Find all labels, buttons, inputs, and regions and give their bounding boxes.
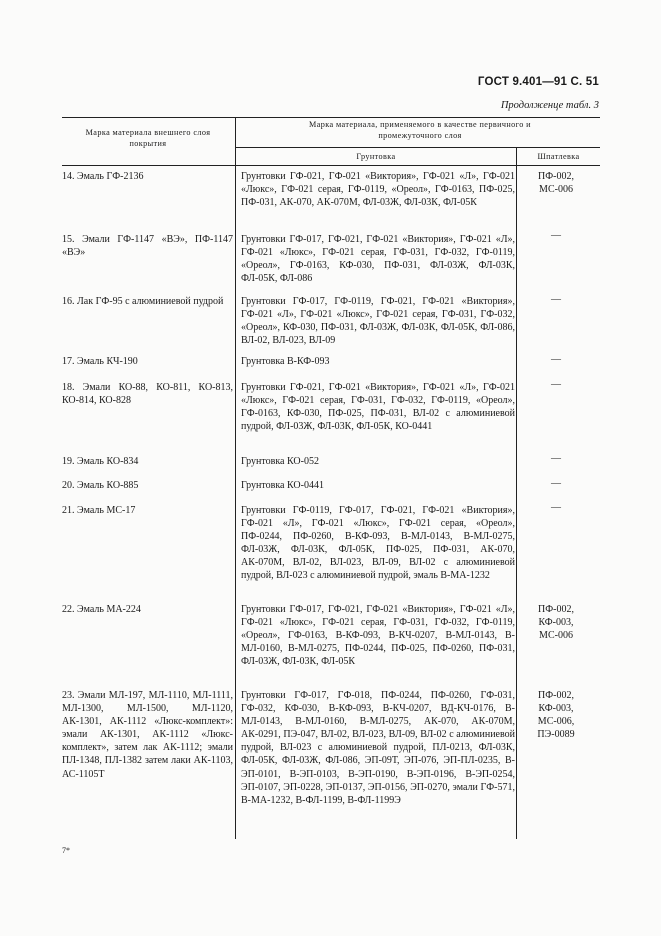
row-15-primer: Грунтовки ГФ-017, ГФ-021, ГФ-021 «Виктория», ГФ-021 «Л», ГФ-021 «Люкс», ГФ-021 серая, ГФ-031, ГФ-032, ГФ-0119, «Ореол», ГФ-0163, КФ-030, ПФ-031, ФЛ-03Ж, ФЛ-03К, ФЛ-05К, ФЛ-086: [241, 234, 515, 285]
table-continuation: Продолженце табл. 3: [500, 100, 599, 111]
header-primary-text: Марка материала, применяемого в качестве первичного и промежуточного слоя: [309, 120, 531, 140]
row-19-primer: Грунтовка КО-052: [241, 456, 319, 467]
row-14-material: 14. Эмаль ГФ-2136: [62, 171, 144, 182]
row-15-material: 15. Эмали ГФ-1147 «ВЭ», ПФ-1147 «ВЭ»: [62, 234, 233, 259]
row-23-primer: Грунтовки ГФ-017, ГФ-018, ПФ-0244, ПФ-0260, ГФ-031, ГФ-032, КФ-030, В-КФ-093, В-КЧ-0207, ВД-КЧ-0176, В-МЛ-0143, В-МЛ-0160, В-МЛ-0275, АК-070, АК-070М, АК-0291, ПЭ-047, ВЛ-02, ВЛ-023, ВЛ-09, ВЛ-02 с алюминиевой пудрой, ВЛ-023 с алюминиевой пудрой, ПЛ-0213, ФЛ-03К, ФЛ-05К, ФЛ-03Ж, ФЛ-086, ЭП-09Т, ЭП-076, ЭП-ПЛ-0235, В-ЭП-0101, В-ЭП-0103, В-ЭП-0190, В-ЭП-0196, В-ЭП-0254, ЭП-0107, ЭП-0228, ЭП-0137, ЭП-0156, ЭП-0270, эмали ГФ-571, В-МА-1232, В-ФЛ-1199, В-ФЛ-1199Э: [241, 690, 515, 806]
row-18-material: 18. Эмали КО-88, КО-811, КО-813, КО-814, КО-828: [62, 382, 233, 407]
row-17-primer: Грунтовка В-КФ-093: [241, 356, 330, 367]
row-20-primer: Грунтовка КО-0441: [241, 480, 324, 491]
header-putty: Шпатлевка: [537, 152, 580, 161]
page-header: ГОСТ 9.401—91 С. 51: [477, 76, 599, 88]
row-22-material: 22. Эмаль МА-224: [62, 604, 141, 615]
subheader-rule: [235, 147, 600, 148]
header-bottom-rule: [62, 165, 600, 166]
header-primary-layer: [280, 119, 560, 141]
row-18-putty: —: [551, 379, 561, 390]
row-17-putty: —: [551, 354, 561, 365]
column-divider-2: [516, 147, 517, 839]
table-top-rule: [62, 117, 600, 118]
header-primer: Грунтовка: [356, 152, 396, 161]
row-22-putty: ПФ-002, КФ-003, МС-006: [538, 604, 574, 642]
row-17-material: 17. Эмаль КЧ-190: [62, 356, 138, 367]
row-23-putty: ПФ-002, КФ-003, МС-006, ПЭ-0089: [537, 690, 575, 741]
header-outer-text: Марка материала внешнего слоя покрытия: [85, 128, 211, 148]
row-16-primer: Грунтовки ГФ-017, ГФ-0119, ГФ-021, ГФ-021 «Виктория», ГФ-021 «Л», ГФ-021 «Люкс», ГФ-021 серая, ГФ-031, ГФ-032, «Ореол», КФ-030, ПФ-031, ФЛ-03Ж, ФЛ-03К, ФЛ-05К, ФЛ-086, ВЛ-02, ВЛ-023, ВЛ-09: [241, 296, 515, 347]
row-14-primer: Грунтовки ГФ-021, ГФ-021 «Виктория», ГФ-021 «Л», ГФ-021 «Люкс», ГФ-021 серая, ГФ-0119, «Ореол», ГФ-0163, ПФ-025, ПФ-031, АК-070, АК-070М, ФЛ-03Ж, ФЛ-03К, ФЛ-05К: [241, 171, 515, 209]
row-14-putty: ПФ-002, МС-006: [538, 171, 574, 196]
row-21-primer: Грунтовки ГФ-0119, ГФ-017, ГФ-021, ГФ-021 «Виктория», ГФ-021 «Л», ГФ-021 «Люкс», ГФ-021 серая, «Ореол», ПФ-0244, ПФ-0260, В-КФ-093, В-МЛ-0143, В-МЛ-0275, ФЛ-03Ж, ФЛ-03К, ФЛ-05К, ПФ-025, ПФ-031, АК-070, АК-070М, ВЛ-02, ВЛ-023, ВЛ-09, ВЛ-02 с алюминиевой пудрой, ВЛ-023 с алюминиевой пудрой, эмаль В-МА-1232: [241, 505, 515, 582]
row-18-primer: Грунтовки ГФ-021, ГФ-021 «Виктория», ГФ-021 «Л», ГФ-021 «Люкс», ГФ-021 серая, ГФ-031, ГФ-032, ГФ-0119, «Ореол», ГФ-0163, КФ-030, ПФ-025, ПФ-031, ВЛ-02 с алюминиевой пудрой, ФЛ-03Ж, ФЛ-03К, ФЛ-05К, КО-0441: [241, 382, 515, 433]
row-19-material: 19. Эмаль КО-834: [62, 456, 139, 467]
row-21-material: 21. Эмаль МС-17: [62, 505, 136, 516]
row-23-material: 23. Эмали МЛ-197, МЛ-1110, МЛ-1111, МЛ-1300, МЛ-1500, МЛ-1120, АК-1301, АК-1112 «Люкс-комплект»: эмали АК-1301, АК-1112 «Люкс-комплект», затем лак АК-1112; эмали ПЛ-1348, ПЛ-1382 затем лаки АК-1103, АС-1105Т: [62, 690, 233, 780]
row-22-primer: Грунтовки ГФ-017, ГФ-021, ГФ-021 «Виктория», ГФ-021 «Л», ГФ-021 «Люкс», ГФ-021 серая, ГФ-031, ГФ-032, ГФ-0119, «Ореол», ГФ-0163, В-КФ-093, В-КЧ-0207, В-МЛ-0143, В-МЛ-0160, В-МЛ-0275, ПФ-0244, ПФ-025, ПФ-0260, ПФ-031, ФЛ-03Ж, ФЛ-03К, ФЛ-05К: [241, 604, 515, 668]
row-16-material: 16. Лак ГФ-95 с алюминиевой пудрой: [62, 296, 224, 307]
row-20-material: 20. Эмаль КО-885: [62, 480, 139, 491]
column-divider-1: [235, 117, 236, 839]
footer-mark: 7*: [62, 846, 70, 855]
header-outer-layer: [66, 127, 230, 149]
row-19-putty: —: [551, 453, 561, 464]
row-20-putty: —: [551, 478, 561, 489]
row-21-putty: —: [551, 502, 561, 513]
row-16-putty: —: [551, 294, 561, 305]
row-15-putty: —: [551, 230, 561, 241]
